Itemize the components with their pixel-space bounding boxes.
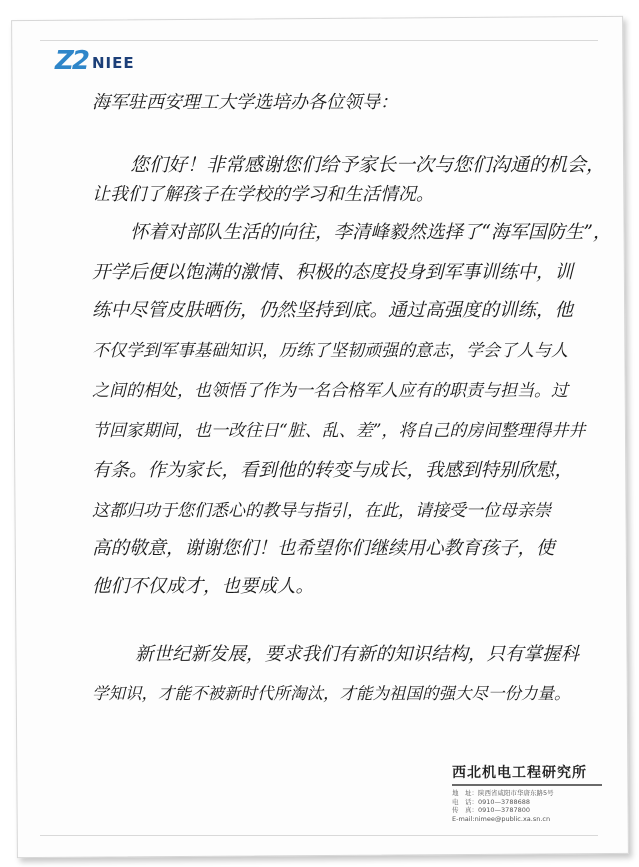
institute-logo	[55, 42, 135, 76]
letter-line: 不仅学到军事基础知识，历练了坚韧顽强的意志，学会了人与人	[92, 341, 568, 361]
institute-name: 西北机电工程研究所	[452, 765, 587, 781]
letter-line: 这都归功于您们悉心的教导与指引，在此，请接受一位母亲崇	[92, 501, 551, 521]
letter-line: 练中尽管皮肤晒伤，仍然坚持到底。通过高强度的训练，他	[92, 300, 574, 321]
footer-underline	[452, 784, 602, 786]
footer-fax: 传 真：0910—3787800	[452, 806, 530, 815]
letter-line: 节回家期间，也一改往日“脏、乱、差”，将自己的房间整理得井井	[92, 421, 586, 441]
footer-phone: 电 话：0910—3788688	[452, 797, 530, 806]
letter-line: 让我们了解孩子在学校的学习和生活情况。	[92, 184, 434, 205]
letter-line: 开学后便以饱满的激情、积极的态度投身到军事训练中，训	[92, 262, 574, 283]
letter-line: 之间的相处，也领悟了作为一名合格军人应有的职责与担当。过	[92, 381, 568, 401]
letter-line: 新世纪新发展，要求我们有新的知识结构，只有掌握科	[135, 644, 580, 665]
logo-mark: Z2	[55, 46, 88, 76]
footer-rule	[40, 835, 598, 836]
letter-line: 怀着对部队生活的向往，李清峰毅然选择了“海军国防生”，	[130, 222, 612, 243]
footer-email: E-mail:nimee@public.xa.sn.cn	[452, 814, 551, 823]
salutation: 海军驻西安理工大学选培办各位领导：	[92, 92, 398, 113]
footer-address: 地 址：陕西省咸阳市华唐东路5号	[452, 789, 554, 797]
header-rule	[40, 40, 598, 41]
letter-line: 有条。作为家长，看到他的转变与成长，我感到特别欣慰，	[92, 460, 574, 481]
letter-line: 高的敬意，谢谢您们！也希望你们继续用心教育孩子，使	[92, 538, 555, 559]
letter-line: 您们好！非常感谢您们给予家长一次与您们沟通的机会，	[130, 154, 606, 176]
letter-line: 学知识，才能不被新时代所淘汰，才能为祖国的强大尽一份力量。	[92, 684, 571, 703]
letterhead-footer	[452, 762, 612, 823]
logo-word: NIEE	[91, 54, 135, 72]
letter-line: 他们不仅成才，也要成人。	[92, 576, 315, 597]
